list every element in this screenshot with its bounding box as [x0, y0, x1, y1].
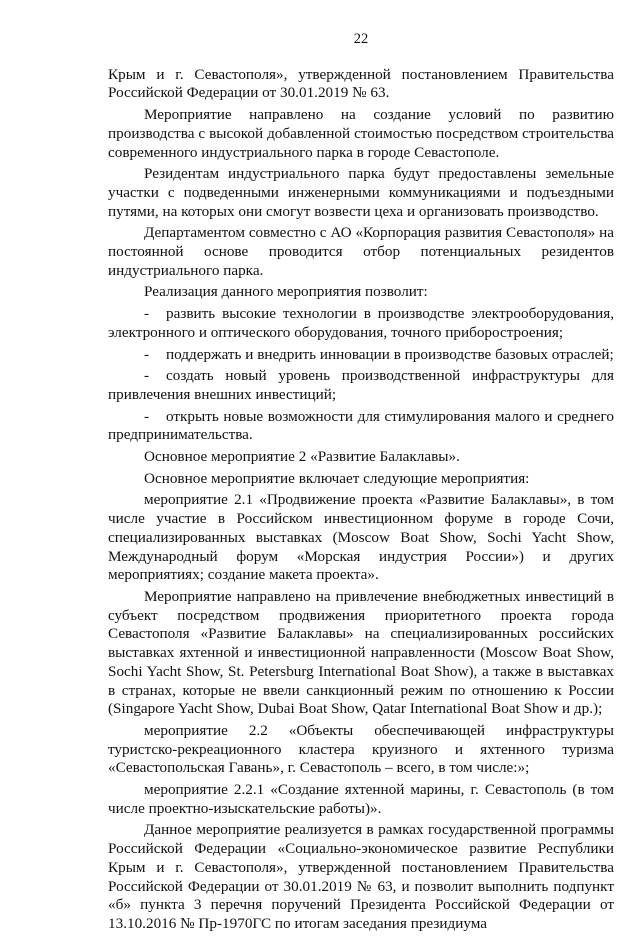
list-dash: -	[144, 407, 150, 425]
list-item	[108, 305, 614, 342]
list-item	[108, 346, 614, 365]
paragraph: мероприятие 2.2.1 «Создание яхтенной марины, г. Севастополь (в том числе проектно-изыскательские работы)».	[108, 781, 614, 817]
paragraph: Резидентам индустриального парка будут предоставлены земельные участки с подведенными инженерными коммуникациями и подъездными путями, на которых они смогут возвести цеха и организовать производство.	[108, 165, 614, 220]
paragraph: мероприятие 2.1 «Продвижение проекта «Развитие Балаклавы», в том числе участие в Российском инвестиционном форуме в городе Сочи, специализированных выставках (Moscow Boat Show, Sochi Yacht Show, Международный форум «Морская индустрия России») и других мероприятиях; создание макета проекта».	[108, 491, 614, 584]
paragraph: Мероприятие направлено на привлечение внебюджетных инвестиций в субъект посредством продвижения приоритетного проекта города Севастополя «Развитие Балаклавы» на специализированных российских выставках яхтенной и инвестиционной направленности (Moscow Boat Show, Sochi Yacht Show, St. Petersburg International Boat Show), а также в выставках в странах, которые не ввели санкционный режим по отношению к России (Singapore Yacht Show, Dubai Boat Show, Qatar International Boat Show и др.);	[108, 587, 614, 718]
list-item	[108, 408, 614, 445]
list-item-text: создать новый уровень производственной инфраструктуры для привлечения внешних инвестиций;	[108, 367, 614, 403]
paragraph: Основное мероприятие 2 «Развитие Балаклавы».	[144, 448, 460, 466]
list-dash: -	[144, 367, 150, 385]
paragraph: мероприятие 2.2 «Объекты обеспечивающей инфраструктуры туристско-рекреационного кластера круизного и яхтенного туризма «Севастопольская Гавань», г. Севастополь – всего, в том числе:»;	[108, 721, 614, 777]
paragraph: Реализация данного мероприятия позволит:	[144, 283, 428, 301]
list-item-text: поддержать и внедрить инновации в производстве базовых отраслей;	[166, 345, 614, 363]
paragraph: Основное мероприятие включает следующие мероприятия:	[144, 469, 530, 487]
paragraph: Мероприятие направлено на создание условий по развитию производства с высокой добавленной стоимостью посредством строительства современного индустриального парка в городе Севастополе.	[108, 106, 614, 161]
list-dash: -	[144, 345, 150, 363]
document-page	[108, 30, 614, 937]
list-item-text: открыть новые возможности для стимулирования малого и среднего предпринимательства.	[108, 407, 614, 444]
list-dash: -	[144, 305, 150, 323]
list-item-text: развить высокие технологии в производстве электрооборудования, электронного и оптического оборудования, точного приборостроения;	[108, 305, 614, 341]
list-item	[108, 367, 614, 404]
page-number: 22	[353, 31, 369, 47]
paragraph: Департаментом совместно с АО «Корпорация развития Севастополя» на постоянной основе проводится отбор потенциальных резидентов индустриального парка.	[108, 224, 614, 279]
document-body	[108, 66, 614, 934]
paragraph: Данное мероприятие реализуется в рамках государственной программы Российской Федерации «Социально-экономическое развитие Республики Крым и г. Севастополя», утвержденной постановлением Правительства Российской Федерации от 30.01.2019 № 63, и позволит выполнить подпункт «б» пункта 3 перечня поручений Президента Российской Федерации от 13.10.2016 № Пр-1970ГС по итогам заседания президиума	[108, 821, 614, 932]
paragraph: Крым и г. Севастополя», утвержденной постановлением Правительства Российской Федерации от 30.01.2019 № 63.	[108, 65, 614, 102]
